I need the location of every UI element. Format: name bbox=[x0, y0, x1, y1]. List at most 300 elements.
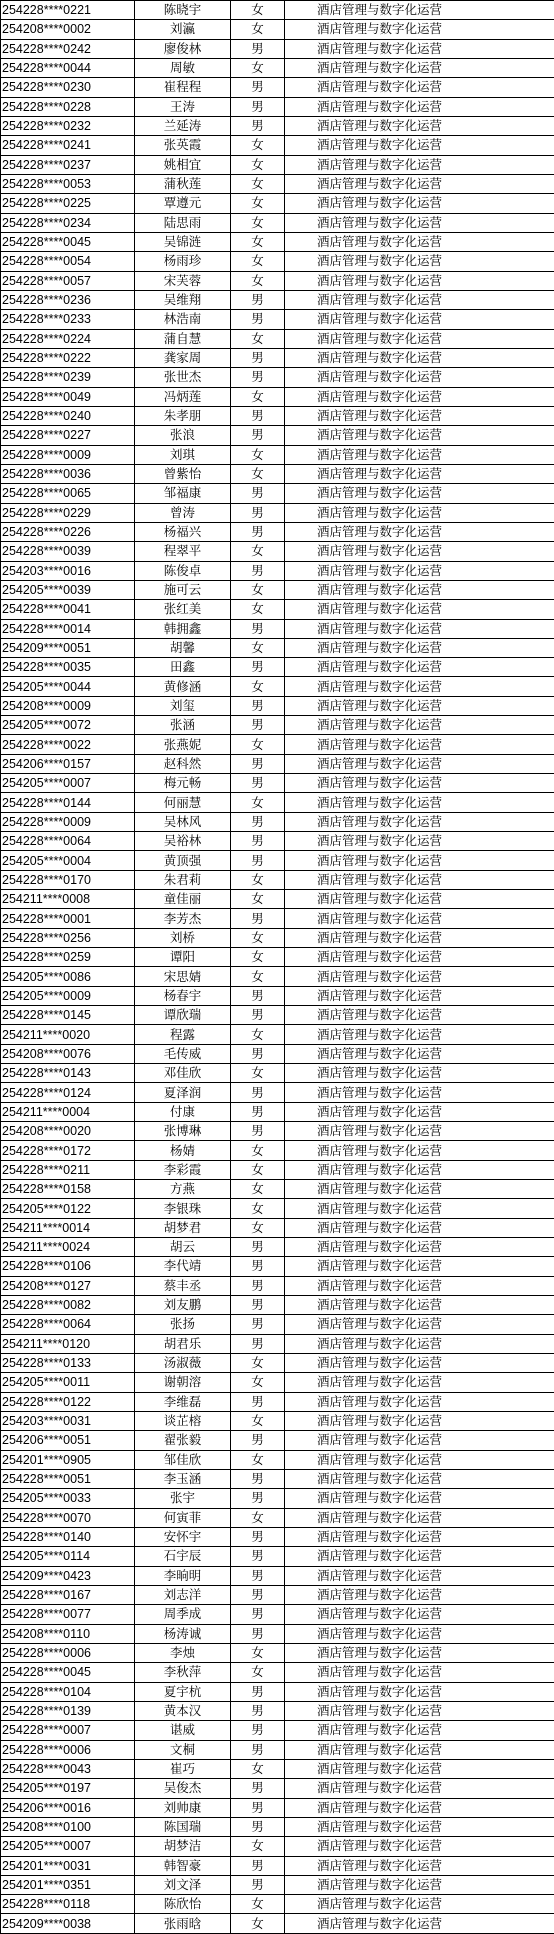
student-id-cell: 254208****0110 bbox=[1, 1624, 135, 1643]
table-row bbox=[1, 948, 554, 967]
gender-cell: 女 bbox=[231, 1141, 285, 1160]
gender-cell: 男 bbox=[231, 290, 285, 309]
student-id-cell: 254228****0221 bbox=[1, 1, 135, 20]
major-cell: 酒店管理与数字化运营 bbox=[285, 909, 554, 928]
student-name-cell: 陈俊卓 bbox=[135, 561, 231, 580]
table-row bbox=[1, 1643, 554, 1662]
major-cell: 酒店管理与数字化运营 bbox=[285, 155, 554, 174]
student-name-cell: 胡云 bbox=[135, 1238, 231, 1257]
student-id-cell: 254228****0237 bbox=[1, 155, 135, 174]
student-id-cell: 254228****0240 bbox=[1, 406, 135, 425]
table-row bbox=[1, 329, 554, 348]
student-name-cell: 谢朝溶 bbox=[135, 1373, 231, 1392]
gender-cell: 男 bbox=[231, 1779, 285, 1798]
table-row bbox=[1, 1238, 554, 1257]
student-id-cell: 254208****0009 bbox=[1, 696, 135, 715]
major-cell: 酒店管理与数字化运营 bbox=[285, 348, 554, 367]
student-name-cell: 姚相宜 bbox=[135, 155, 231, 174]
gender-cell: 男 bbox=[231, 1527, 285, 1546]
table-row bbox=[1, 1431, 554, 1450]
student-name-cell: 谈芷榕 bbox=[135, 1411, 231, 1430]
gender-cell: 男 bbox=[231, 696, 285, 715]
student-id-cell: 254206****0051 bbox=[1, 1431, 135, 1450]
student-name-cell: 黄修涵 bbox=[135, 677, 231, 696]
student-id-cell: 254201****0905 bbox=[1, 1450, 135, 1469]
gender-cell: 男 bbox=[231, 368, 285, 387]
student-name-cell: 汤淑薇 bbox=[135, 1353, 231, 1372]
major-cell: 酒店管理与数字化运营 bbox=[285, 948, 554, 967]
gender-cell: 女 bbox=[231, 213, 285, 232]
table-row bbox=[1, 716, 554, 735]
table-row bbox=[1, 387, 554, 406]
table-row bbox=[1, 310, 554, 329]
major-cell: 酒店管理与数字化运营 bbox=[285, 1856, 554, 1875]
student-name-cell: 朱君莉 bbox=[135, 870, 231, 889]
gender-cell: 女 bbox=[231, 387, 285, 406]
table-row bbox=[1, 1914, 554, 1933]
table-row bbox=[1, 1064, 554, 1083]
table-row bbox=[1, 1160, 554, 1179]
gender-cell: 男 bbox=[231, 1006, 285, 1025]
gender-cell: 男 bbox=[231, 1701, 285, 1720]
major-cell: 酒店管理与数字化运营 bbox=[285, 1779, 554, 1798]
major-cell: 酒店管理与数字化运营 bbox=[285, 1141, 554, 1160]
major-cell: 酒店管理与数字化运营 bbox=[285, 1315, 554, 1334]
gender-cell: 男 bbox=[231, 1547, 285, 1566]
table-row bbox=[1, 232, 554, 251]
student-id-cell: 254228****0122 bbox=[1, 1392, 135, 1411]
student-name-cell: 李烛 bbox=[135, 1643, 231, 1662]
student-id-cell: 254228****0006 bbox=[1, 1740, 135, 1759]
major-cell: 酒店管理与数字化运营 bbox=[285, 368, 554, 387]
table-row bbox=[1, 406, 554, 425]
gender-cell: 男 bbox=[231, 1257, 285, 1276]
gender-cell: 女 bbox=[231, 271, 285, 290]
major-cell: 酒店管理与数字化运营 bbox=[285, 1334, 554, 1353]
table-row bbox=[1, 1102, 554, 1121]
major-cell: 酒店管理与数字化运营 bbox=[285, 1373, 554, 1392]
table-row bbox=[1, 1334, 554, 1353]
major-cell: 酒店管理与数字化运营 bbox=[285, 1875, 554, 1894]
student-name-cell: 邹佳欣 bbox=[135, 1450, 231, 1469]
gender-cell: 男 bbox=[231, 716, 285, 735]
student-id-cell: 254205****0011 bbox=[1, 1373, 135, 1392]
gender-cell: 男 bbox=[231, 909, 285, 928]
major-cell: 酒店管理与数字化运营 bbox=[285, 1895, 554, 1914]
gender-cell: 女 bbox=[231, 1643, 285, 1662]
student-id-cell: 254205****0039 bbox=[1, 580, 135, 599]
student-name-cell: 胡馨 bbox=[135, 638, 231, 657]
major-cell: 酒店管理与数字化运营 bbox=[285, 387, 554, 406]
major-cell: 酒店管理与数字化运营 bbox=[285, 1759, 554, 1778]
student-id-cell: 254228****0045 bbox=[1, 232, 135, 251]
major-cell: 酒店管理与数字化运营 bbox=[285, 1469, 554, 1488]
gender-cell: 男 bbox=[231, 754, 285, 773]
gender-cell: 女 bbox=[231, 1064, 285, 1083]
student-name-cell: 崔巧 bbox=[135, 1759, 231, 1778]
gender-cell: 女 bbox=[231, 1199, 285, 1218]
major-cell: 酒店管理与数字化运营 bbox=[285, 1566, 554, 1585]
student-name-cell: 张红美 bbox=[135, 600, 231, 619]
table-row bbox=[1, 1547, 554, 1566]
student-id-cell: 254228****0022 bbox=[1, 735, 135, 754]
student-id-cell: 254228****0256 bbox=[1, 928, 135, 947]
major-cell: 酒店管理与数字化运营 bbox=[285, 1064, 554, 1083]
gender-cell: 女 bbox=[231, 329, 285, 348]
student-name-cell: 林浩南 bbox=[135, 310, 231, 329]
major-cell: 酒店管理与数字化运营 bbox=[285, 1721, 554, 1740]
student-id-cell: 254228****0051 bbox=[1, 1469, 135, 1488]
student-id-cell: 254228****0239 bbox=[1, 368, 135, 387]
gender-cell: 女 bbox=[231, 735, 285, 754]
major-cell: 酒店管理与数字化运营 bbox=[285, 1295, 554, 1314]
student-name-cell: 冯炳莲 bbox=[135, 387, 231, 406]
student-id-cell: 254211****0024 bbox=[1, 1238, 135, 1257]
gender-cell: 女 bbox=[231, 890, 285, 909]
student-name-cell: 周敏 bbox=[135, 58, 231, 77]
gender-cell: 女 bbox=[231, 445, 285, 464]
table-row bbox=[1, 1141, 554, 1160]
table-row bbox=[1, 464, 554, 483]
student-name-cell: 李代靖 bbox=[135, 1257, 231, 1276]
table-row bbox=[1, 1199, 554, 1218]
major-cell: 酒店管理与数字化运营 bbox=[285, 194, 554, 213]
student-id-cell: 254228****0227 bbox=[1, 426, 135, 445]
student-name-cell: 吴裕林 bbox=[135, 832, 231, 851]
student-name-cell: 曾紫怡 bbox=[135, 464, 231, 483]
student-name-cell: 刘帅康 bbox=[135, 1798, 231, 1817]
gender-cell: 男 bbox=[231, 1875, 285, 1894]
major-cell: 酒店管理与数字化运营 bbox=[285, 1914, 554, 1933]
student-name-cell: 陈晓宇 bbox=[135, 1, 231, 20]
table-row bbox=[1, 832, 554, 851]
student-name-cell: 刘玺 bbox=[135, 696, 231, 715]
student-id-cell: 254228****0082 bbox=[1, 1295, 135, 1314]
gender-cell: 男 bbox=[231, 97, 285, 116]
table-row bbox=[1, 1122, 554, 1141]
major-cell: 酒店管理与数字化运营 bbox=[285, 1122, 554, 1141]
gender-cell: 女 bbox=[231, 232, 285, 251]
student-id-cell: 254228****0014 bbox=[1, 619, 135, 638]
student-id-cell: 254228****0006 bbox=[1, 1643, 135, 1662]
student-id-cell: 254228****0225 bbox=[1, 194, 135, 213]
student-id-cell: 254211****0020 bbox=[1, 1025, 135, 1044]
student-id-cell: 254228****0145 bbox=[1, 1006, 135, 1025]
student-name-cell: 毛传威 bbox=[135, 1044, 231, 1063]
student-id-cell: 254228****0001 bbox=[1, 909, 135, 928]
table-row bbox=[1, 754, 554, 773]
gender-cell: 男 bbox=[231, 774, 285, 793]
student-name-cell: 黄本汉 bbox=[135, 1701, 231, 1720]
table-row bbox=[1, 1257, 554, 1276]
student-name-cell: 周季成 bbox=[135, 1605, 231, 1624]
gender-cell: 女 bbox=[231, 20, 285, 39]
student-id-cell: 254228****0043 bbox=[1, 1759, 135, 1778]
major-cell: 酒店管理与数字化运营 bbox=[285, 967, 554, 986]
major-cell: 酒店管理与数字化运营 bbox=[285, 658, 554, 677]
student-name-cell: 付康 bbox=[135, 1102, 231, 1121]
student-id-cell: 254228****0054 bbox=[1, 252, 135, 271]
student-id-cell: 254228****0106 bbox=[1, 1257, 135, 1276]
major-cell: 酒店管理与数字化运营 bbox=[285, 1160, 554, 1179]
major-cell: 酒店管理与数字化运营 bbox=[285, 793, 554, 812]
student-id-cell: 254208****0002 bbox=[1, 20, 135, 39]
table-row bbox=[1, 1083, 554, 1102]
gender-cell: 男 bbox=[231, 116, 285, 135]
major-cell: 酒店管理与数字化运营 bbox=[285, 445, 554, 464]
student-id-cell: 254228****0009 bbox=[1, 812, 135, 831]
gender-cell: 男 bbox=[231, 1469, 285, 1488]
gender-cell: 男 bbox=[231, 1315, 285, 1334]
table-row bbox=[1, 97, 554, 116]
gender-cell: 女 bbox=[231, 1450, 285, 1469]
gender-cell: 男 bbox=[231, 1431, 285, 1450]
student-name-cell: 何寅菲 bbox=[135, 1508, 231, 1527]
table-row bbox=[1, 1527, 554, 1546]
gender-cell: 女 bbox=[231, 1180, 285, 1199]
table-row bbox=[1, 928, 554, 947]
table-row bbox=[1, 213, 554, 232]
major-cell: 酒店管理与数字化运营 bbox=[285, 986, 554, 1005]
gender-cell: 男 bbox=[231, 658, 285, 677]
gender-cell: 女 bbox=[231, 638, 285, 657]
gender-cell: 女 bbox=[231, 1, 285, 20]
student-id-cell: 254228****0053 bbox=[1, 174, 135, 193]
major-cell: 酒店管理与数字化运营 bbox=[285, 232, 554, 251]
major-cell: 酒店管理与数字化运营 bbox=[285, 116, 554, 135]
table-row bbox=[1, 1469, 554, 1488]
student-name-cell: 兰延涛 bbox=[135, 116, 231, 135]
table-row bbox=[1, 194, 554, 213]
major-cell: 酒店管理与数字化运营 bbox=[285, 503, 554, 522]
gender-cell: 女 bbox=[231, 1373, 285, 1392]
table-row bbox=[1, 1895, 554, 1914]
major-cell: 酒店管理与数字化运营 bbox=[285, 542, 554, 561]
student-id-cell: 254211****0004 bbox=[1, 1102, 135, 1121]
gender-cell: 男 bbox=[231, 484, 285, 503]
student-id-cell: 254205****0114 bbox=[1, 1547, 135, 1566]
student-id-cell: 254228****0224 bbox=[1, 329, 135, 348]
student-name-cell: 谌威 bbox=[135, 1721, 231, 1740]
table-row bbox=[1, 290, 554, 309]
table-row bbox=[1, 542, 554, 561]
student-id-cell: 254228****0070 bbox=[1, 1508, 135, 1527]
major-cell: 酒店管理与数字化运营 bbox=[285, 78, 554, 97]
major-cell: 酒店管理与数字化运营 bbox=[285, 426, 554, 445]
student-id-cell: 254228****0172 bbox=[1, 1141, 135, 1160]
major-cell: 酒店管理与数字化运营 bbox=[285, 1740, 554, 1759]
student-name-cell: 陈国瑞 bbox=[135, 1817, 231, 1836]
table-row bbox=[1, 812, 554, 831]
gender-cell: 男 bbox=[231, 503, 285, 522]
gender-cell: 男 bbox=[231, 1605, 285, 1624]
table-row bbox=[1, 890, 554, 909]
major-cell: 酒店管理与数字化运营 bbox=[285, 136, 554, 155]
table-row bbox=[1, 1605, 554, 1624]
major-cell: 酒店管理与数字化运营 bbox=[285, 1624, 554, 1643]
major-cell: 酒店管理与数字化运营 bbox=[285, 928, 554, 947]
major-cell: 酒店管理与数字化运营 bbox=[285, 1605, 554, 1624]
student-id-cell: 254228****0241 bbox=[1, 136, 135, 155]
gender-cell: 女 bbox=[231, 967, 285, 986]
student-name-cell: 谭欣瑞 bbox=[135, 1006, 231, 1025]
student-name-cell: 陆思雨 bbox=[135, 213, 231, 232]
table-row bbox=[1, 155, 554, 174]
student-id-cell: 254228****0143 bbox=[1, 1064, 135, 1083]
major-cell: 酒店管理与数字化运营 bbox=[285, 464, 554, 483]
student-id-cell: 254208****0100 bbox=[1, 1817, 135, 1836]
gender-cell: 男 bbox=[231, 1585, 285, 1604]
gender-cell: 女 bbox=[231, 948, 285, 967]
student-name-cell: 宋思婧 bbox=[135, 967, 231, 986]
gender-cell: 男 bbox=[231, 1122, 285, 1141]
student-id-cell: 254228****0118 bbox=[1, 1895, 135, 1914]
student-id-cell: 254228****0007 bbox=[1, 1721, 135, 1740]
table-row bbox=[1, 967, 554, 986]
gender-cell: 男 bbox=[231, 310, 285, 329]
gender-cell: 男 bbox=[231, 1102, 285, 1121]
student-id-cell: 254228****0124 bbox=[1, 1083, 135, 1102]
student-id-cell: 254211****0014 bbox=[1, 1218, 135, 1237]
table-row bbox=[1, 1489, 554, 1508]
student-name-cell: 张浪 bbox=[135, 426, 231, 445]
student-name-cell: 胡梦君 bbox=[135, 1218, 231, 1237]
student-name-cell: 蒲秋莲 bbox=[135, 174, 231, 193]
major-cell: 酒店管理与数字化运营 bbox=[285, 1431, 554, 1450]
student-name-cell: 吴锦涟 bbox=[135, 232, 231, 251]
major-cell: 酒店管理与数字化运营 bbox=[285, 329, 554, 348]
table-row bbox=[1, 252, 554, 271]
gender-cell: 女 bbox=[231, 870, 285, 889]
gender-cell: 男 bbox=[231, 1566, 285, 1585]
student-name-cell: 刘志洋 bbox=[135, 1585, 231, 1604]
table-row bbox=[1, 774, 554, 793]
gender-cell: 男 bbox=[231, 1083, 285, 1102]
major-cell: 酒店管理与数字化运营 bbox=[285, 870, 554, 889]
table-row bbox=[1, 1295, 554, 1314]
gender-cell: 女 bbox=[231, 1353, 285, 1372]
student-name-cell: 吴林风 bbox=[135, 812, 231, 831]
major-cell: 酒店管理与数字化运营 bbox=[285, 638, 554, 657]
major-cell: 酒店管理与数字化运营 bbox=[285, 1450, 554, 1469]
student-name-cell: 李彩霞 bbox=[135, 1160, 231, 1179]
gender-cell: 女 bbox=[231, 1895, 285, 1914]
student-id-cell: 254205****0007 bbox=[1, 1837, 135, 1856]
table-row bbox=[1, 793, 554, 812]
table-row bbox=[1, 1180, 554, 1199]
major-cell: 酒店管理与数字化运营 bbox=[285, 290, 554, 309]
gender-cell: 女 bbox=[231, 1759, 285, 1778]
table-row bbox=[1, 1817, 554, 1836]
table-row bbox=[1, 116, 554, 135]
table-row bbox=[1, 986, 554, 1005]
student-name-cell: 胡梦洁 bbox=[135, 1837, 231, 1856]
student-id-cell: 254228****0233 bbox=[1, 310, 135, 329]
major-cell: 酒店管理与数字化运营 bbox=[285, 1006, 554, 1025]
gender-cell: 男 bbox=[231, 1682, 285, 1701]
major-cell: 酒店管理与数字化运营 bbox=[285, 1025, 554, 1044]
student-name-cell: 韩智豪 bbox=[135, 1856, 231, 1875]
major-cell: 酒店管理与数字化运营 bbox=[285, 20, 554, 39]
student-name-cell: 刘瀛 bbox=[135, 20, 231, 39]
student-id-cell: 254209****0423 bbox=[1, 1566, 135, 1585]
major-cell: 酒店管理与数字化运营 bbox=[285, 1817, 554, 1836]
student-name-cell: 李晌明 bbox=[135, 1566, 231, 1585]
student-id-cell: 254228****0041 bbox=[1, 600, 135, 619]
student-id-cell: 254201****0031 bbox=[1, 1856, 135, 1875]
gender-cell: 男 bbox=[231, 1740, 285, 1759]
student-id-cell: 254228****0167 bbox=[1, 1585, 135, 1604]
table-row bbox=[1, 1585, 554, 1604]
student-id-cell: 254228****0158 bbox=[1, 1180, 135, 1199]
student-id-cell: 254205****0004 bbox=[1, 851, 135, 870]
major-cell: 酒店管理与数字化运营 bbox=[285, 1547, 554, 1566]
student-name-cell: 蔡丰丞 bbox=[135, 1276, 231, 1295]
table-row bbox=[1, 1798, 554, 1817]
table-row bbox=[1, 1566, 554, 1585]
student-name-cell: 蒲自慧 bbox=[135, 329, 231, 348]
gender-cell: 女 bbox=[231, 580, 285, 599]
student-name-cell: 胡君乐 bbox=[135, 1334, 231, 1353]
gender-cell: 女 bbox=[231, 793, 285, 812]
student-id-cell: 254228****0065 bbox=[1, 484, 135, 503]
table-row bbox=[1, 1025, 554, 1044]
major-cell: 酒店管理与数字化运营 bbox=[285, 271, 554, 290]
student-name-cell: 夏泽润 bbox=[135, 1083, 231, 1102]
student-id-cell: 254201****0351 bbox=[1, 1875, 135, 1894]
major-cell: 酒店管理与数字化运营 bbox=[285, 600, 554, 619]
gender-cell: 男 bbox=[231, 619, 285, 638]
student-id-cell: 254228****0140 bbox=[1, 1527, 135, 1546]
student-id-cell: 254228****0226 bbox=[1, 522, 135, 541]
student-id-cell: 254228****0104 bbox=[1, 1682, 135, 1701]
student-id-cell: 254228****0211 bbox=[1, 1160, 135, 1179]
major-cell: 酒店管理与数字化运营 bbox=[285, 1663, 554, 1682]
student-id-cell: 254228****0057 bbox=[1, 271, 135, 290]
major-cell: 酒店管理与数字化运营 bbox=[285, 1218, 554, 1237]
gender-cell: 男 bbox=[231, 39, 285, 58]
table-row bbox=[1, 1006, 554, 1025]
major-cell: 酒店管理与数字化运营 bbox=[285, 1353, 554, 1372]
student-name-cell: 覃遵元 bbox=[135, 194, 231, 213]
student-id-cell: 254228****0236 bbox=[1, 290, 135, 309]
student-id-cell: 254228****0035 bbox=[1, 658, 135, 677]
table-row bbox=[1, 1701, 554, 1720]
gender-cell: 男 bbox=[231, 561, 285, 580]
gender-cell: 女 bbox=[231, 928, 285, 947]
student-id-cell: 254205****0007 bbox=[1, 774, 135, 793]
student-id-cell: 254228****0064 bbox=[1, 1315, 135, 1334]
major-cell: 酒店管理与数字化运营 bbox=[285, 484, 554, 503]
student-id-cell: 254205****0033 bbox=[1, 1489, 135, 1508]
gender-cell: 男 bbox=[231, 426, 285, 445]
student-id-cell: 254203****0016 bbox=[1, 561, 135, 580]
student-name-cell: 刘琪 bbox=[135, 445, 231, 464]
major-cell: 酒店管理与数字化运营 bbox=[285, 677, 554, 696]
table-row bbox=[1, 1721, 554, 1740]
table-row bbox=[1, 1837, 554, 1856]
student-name-cell: 石宇辰 bbox=[135, 1547, 231, 1566]
table-row bbox=[1, 909, 554, 928]
student-id-cell: 254228****0228 bbox=[1, 97, 135, 116]
student-name-cell: 程露 bbox=[135, 1025, 231, 1044]
table-row bbox=[1, 619, 554, 638]
gender-cell: 女 bbox=[231, 1025, 285, 1044]
table-row bbox=[1, 1508, 554, 1527]
student-name-cell: 曾涛 bbox=[135, 503, 231, 522]
major-cell: 酒店管理与数字化运营 bbox=[285, 1411, 554, 1430]
student-name-cell: 刘文泽 bbox=[135, 1875, 231, 1894]
